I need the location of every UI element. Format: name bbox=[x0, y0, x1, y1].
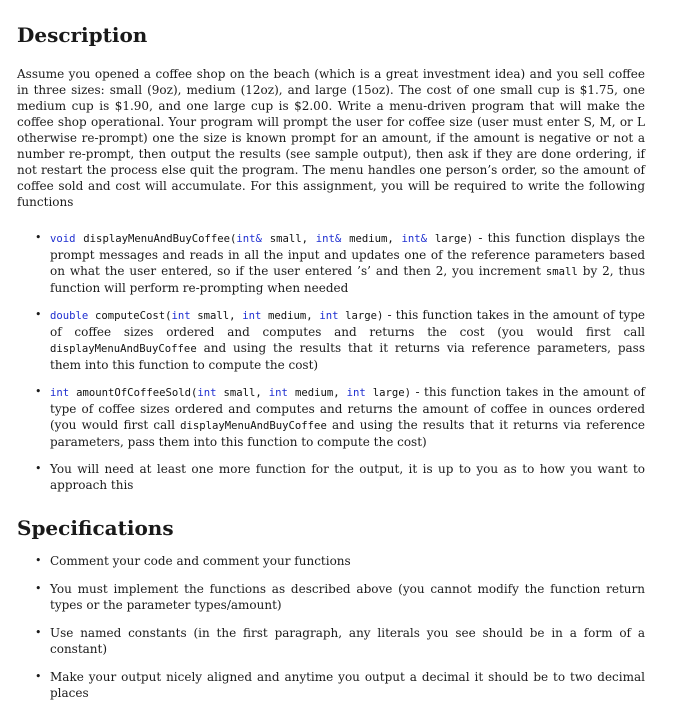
inline-code: small bbox=[545, 266, 578, 278]
bullet-icon: • bbox=[35, 582, 42, 595]
function-signature: double computeCost(int small, int medium, int large) bbox=[50, 310, 384, 322]
function-description: - this function takes in the amount of type of coffee sizes ordered and computes and returns the cost (you would first call bbox=[50, 308, 645, 339]
function-description: - this function takes in the amount of type of coffee sizes ordered and computes and returns the amount of coffee in ounces ordered (you would first call bbox=[50, 385, 645, 432]
inline-code: displayMenuAndBuyCoffee bbox=[50, 343, 197, 355]
document-page bbox=[17, 22, 645, 713]
function-description-end: by 2, thus function will perform re-prompting when needed bbox=[50, 264, 645, 295]
spec-item bbox=[17, 625, 645, 657]
function-item-amount-sold bbox=[17, 384, 645, 450]
inline-code: displayMenuAndBuyCoffee bbox=[180, 420, 327, 432]
spec-item-text: Use named constants (in the first paragraph, any literals you see should be in a form of a constant) bbox=[50, 626, 645, 656]
bullet-icon: • bbox=[35, 554, 42, 567]
function-signature: int amountOfCoffeeSold(int small, int medium, int large) bbox=[50, 387, 412, 399]
bullet-icon: • bbox=[35, 308, 42, 321]
function-list bbox=[17, 230, 645, 493]
bullet-icon: • bbox=[35, 385, 42, 398]
spec-item-text: Comment your code and comment your functions bbox=[50, 554, 351, 568]
function-description-end: and using the results that it returns via reference parameters, pass them into this function to compute the cost) bbox=[50, 341, 645, 372]
function-item-display-menu bbox=[17, 230, 645, 296]
specifications-heading: Specifications bbox=[17, 516, 174, 540]
spec-item bbox=[17, 553, 645, 569]
bullet-icon: • bbox=[35, 231, 42, 244]
spec-item bbox=[17, 581, 645, 613]
output-function-text: You will need at least one more function for the output, it is up to you as to how you want to approach this bbox=[50, 462, 645, 492]
bullet-icon: • bbox=[35, 670, 42, 683]
specifications-list bbox=[17, 553, 645, 701]
function-signature: void displayMenuAndBuyCoffee(int& small, int& medium, int& large) bbox=[50, 233, 474, 245]
spec-item-text: You must implement the functions as described above (you cannot modify the function return types or the parameter types/amount) bbox=[50, 582, 645, 612]
function-description-end: and using the results that it returns via reference parameters, pass them into this function to compute the cost) bbox=[50, 418, 646, 449]
bullet-icon: • bbox=[35, 462, 42, 475]
description-intro: Assume you opened a coffee shop on the beach (which is a great investment idea) and you sell coffee in three sizes: small (9oz), medium (12oz), and large (15oz). The cost of one small cup is $1.75, one medium cup is $1.90, and one large cup is $2.00. Write a menu-driven program that will make the coffee shop operational. Your program will prompt the user for coffee size (user must enter S, M, or L otherwise re-prompt) one the size is known prompt for an amount, if the amount is negative or not a number re-prompt, then output the results (see sample output), then ask if they are done ordering, if not restart the process else quit the program. The menu handles one person’s order, so the amount of coffee sold and cost will accumulate. For this assignment, you will be required to write the following functions bbox=[17, 67, 645, 209]
function-description: - this function displays the prompt messages and reads in all the input and updates one of the reference parameters based on what the user entered, so if the user entered ’s’ and then 2, you increment bbox=[50, 231, 646, 278]
function-item-compute-cost bbox=[17, 307, 645, 373]
spec-item-text: Make your output nicely aligned and anytime you output a decimal it should be to two decimal places bbox=[50, 670, 645, 700]
bullet-icon: • bbox=[35, 626, 42, 639]
description-heading: Description bbox=[17, 23, 148, 47]
output-function-item bbox=[17, 461, 645, 493]
spec-item bbox=[17, 669, 645, 701]
